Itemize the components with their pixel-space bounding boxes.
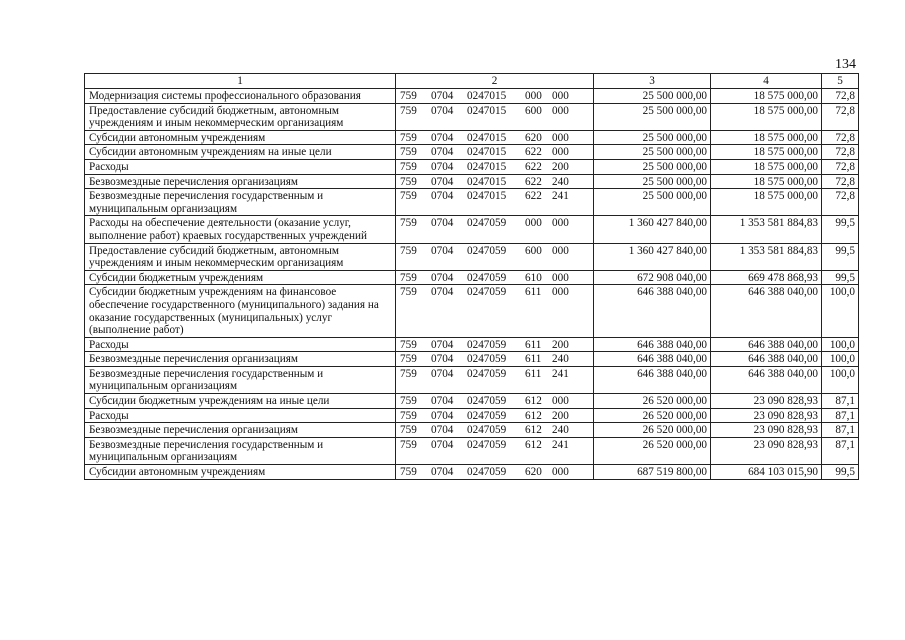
section-code: 0704	[431, 286, 454, 299]
ministry-code: 759	[400, 353, 417, 366]
kosgu-code: 000	[552, 90, 569, 102]
row-percent: 72,8	[822, 159, 859, 174]
target-article-code: 0247059	[467, 466, 507, 479]
expense-type-code: 000	[525, 217, 542, 230]
table-row	[85, 366, 859, 393]
section-code: 0704	[431, 466, 454, 479]
expense-type-code: 611	[525, 367, 542, 380]
row-codes	[396, 337, 594, 352]
table-row	[85, 423, 859, 438]
row-percent: 72,8	[822, 89, 859, 104]
kosgu-code: 000	[552, 146, 569, 159]
target-article-code: 0247059	[467, 217, 507, 230]
target-article-code: 0247015	[467, 131, 507, 144]
section-code: 0704	[431, 146, 454, 159]
target-article-code: 0247015	[467, 90, 507, 102]
expense-type-code: 611	[525, 338, 542, 351]
header-col-1: 1	[85, 74, 396, 89]
ministry-code: 759	[400, 131, 417, 144]
row-codes	[396, 243, 594, 270]
expense-type-code: 622	[525, 146, 542, 159]
kosgu-code: 241	[552, 438, 569, 451]
section-code: 0704	[431, 244, 454, 257]
section-code: 0704	[431, 338, 454, 351]
row-codes	[396, 130, 594, 145]
kosgu-code: 200	[552, 409, 569, 422]
expense-type-code: 611	[525, 353, 542, 366]
target-article-code: 0247059	[467, 438, 507, 451]
section-code: 0704	[431, 104, 454, 117]
row-name: Субсидии бюджетным учреждениям	[85, 270, 396, 285]
expense-type-code: 622	[525, 160, 542, 173]
row-plan-amount: 25 500 000,00	[594, 189, 711, 216]
ministry-code: 759	[400, 104, 417, 117]
table-row	[85, 465, 859, 480]
row-codes	[396, 408, 594, 423]
row-plan-amount: 25 500 000,00	[594, 130, 711, 145]
row-name: Безвозмездные перечисления государственным и муниципальным организациям	[85, 437, 396, 464]
row-fact-amount: 23 090 828,93	[711, 394, 822, 409]
row-name: Расходы на обеспечение деятельности (оказание услуг, выполнение работ) краевых государственных учреждений	[85, 216, 396, 243]
kosgu-code: 241	[552, 367, 569, 380]
ministry-code: 759	[400, 395, 417, 408]
row-codes	[396, 285, 594, 337]
row-codes	[396, 103, 594, 130]
row-percent: 87,1	[822, 437, 859, 464]
table-body	[85, 89, 859, 480]
row-fact-amount: 18 575 000,00	[711, 130, 822, 145]
row-percent: 72,8	[822, 174, 859, 189]
ministry-code: 759	[400, 338, 417, 351]
row-plan-amount: 1 360 427 840,00	[594, 216, 711, 243]
expense-type-code: 612	[525, 424, 542, 437]
ministry-code: 759	[400, 90, 417, 102]
row-plan-amount: 1 360 427 840,00	[594, 243, 711, 270]
table-row	[85, 189, 859, 216]
row-percent: 99,5	[822, 465, 859, 480]
row-fact-amount: 18 575 000,00	[711, 189, 822, 216]
section-code: 0704	[431, 190, 454, 203]
row-plan-amount: 25 500 000,00	[594, 174, 711, 189]
row-fact-amount: 669 478 868,93	[711, 270, 822, 285]
expense-type-code: 620	[525, 466, 542, 479]
row-codes	[396, 423, 594, 438]
kosgu-code: 200	[552, 338, 569, 351]
expense-type-code: 612	[525, 438, 542, 451]
section-code: 0704	[431, 409, 454, 422]
header-row	[85, 74, 859, 89]
row-fact-amount: 646 388 040,00	[711, 337, 822, 352]
row-name: Предоставление субсидий бюджетным, автономным учреждениям и иным некоммерческим организациям	[85, 243, 396, 270]
kosgu-code: 200	[552, 160, 569, 173]
row-percent: 99,5	[822, 270, 859, 285]
row-name: Безвозмездные перечисления организациям	[85, 174, 396, 189]
table-header	[85, 74, 859, 89]
expense-type-code: 612	[525, 409, 542, 422]
ministry-code: 759	[400, 367, 417, 380]
row-percent: 100,0	[822, 352, 859, 367]
row-percent: 72,8	[822, 103, 859, 130]
expense-type-code: 622	[525, 190, 542, 203]
table-row	[85, 89, 859, 104]
row-fact-amount: 18 575 000,00	[711, 145, 822, 160]
row-percent: 100,0	[822, 337, 859, 352]
target-article-code: 0247015	[467, 160, 507, 173]
section-code: 0704	[431, 395, 454, 408]
row-codes	[396, 174, 594, 189]
row-fact-amount: 23 090 828,93	[711, 408, 822, 423]
target-article-code: 0247015	[467, 175, 507, 188]
row-name: Субсидии автономным учреждениям	[85, 130, 396, 145]
ministry-code: 759	[400, 271, 417, 284]
row-plan-amount: 25 500 000,00	[594, 89, 711, 104]
row-name: Расходы	[85, 408, 396, 423]
target-article-code: 0247059	[467, 286, 507, 299]
target-article-code: 0247059	[467, 271, 507, 284]
kosgu-code: 000	[552, 271, 569, 284]
table-row	[85, 337, 859, 352]
target-article-code: 0247059	[467, 367, 507, 380]
target-article-code: 0247015	[467, 104, 507, 117]
row-plan-amount: 26 520 000,00	[594, 394, 711, 409]
table-row	[85, 243, 859, 270]
budget-table	[84, 73, 859, 480]
row-name: Безвозмездные перечисления государственным и муниципальным организациям	[85, 366, 396, 393]
kosgu-code: 240	[552, 424, 569, 437]
row-plan-amount: 646 388 040,00	[594, 366, 711, 393]
row-percent: 99,5	[822, 243, 859, 270]
expense-type-code: 620	[525, 131, 542, 144]
kosgu-code: 240	[552, 353, 569, 366]
target-article-code: 0247059	[467, 353, 507, 366]
row-codes	[396, 145, 594, 160]
kosgu-code: 000	[552, 395, 569, 408]
ministry-code: 759	[400, 190, 417, 203]
expense-type-code: 622	[525, 175, 542, 188]
row-codes	[396, 159, 594, 174]
section-code: 0704	[431, 424, 454, 437]
target-article-code: 0247059	[467, 395, 507, 408]
row-codes	[396, 189, 594, 216]
table-row	[85, 437, 859, 464]
row-codes	[396, 366, 594, 393]
table-row	[85, 216, 859, 243]
row-name: Расходы	[85, 337, 396, 352]
kosgu-code: 241	[552, 190, 569, 203]
kosgu-code: 000	[552, 104, 569, 117]
row-percent: 99,5	[822, 216, 859, 243]
row-plan-amount: 26 520 000,00	[594, 437, 711, 464]
row-fact-amount: 646 388 040,00	[711, 352, 822, 367]
section-code: 0704	[431, 90, 454, 102]
target-article-code: 0247059	[467, 244, 507, 257]
row-fact-amount: 1 353 581 884,83	[711, 243, 822, 270]
ministry-code: 759	[400, 146, 417, 159]
row-percent: 87,1	[822, 408, 859, 423]
table-row	[85, 145, 859, 160]
row-percent: 72,8	[822, 189, 859, 216]
section-code: 0704	[431, 160, 454, 173]
target-article-code: 0247059	[467, 338, 507, 351]
kosgu-code: 000	[552, 466, 569, 479]
ministry-code: 759	[400, 286, 417, 299]
section-code: 0704	[431, 353, 454, 366]
header-col-3: 3	[594, 74, 711, 89]
row-fact-amount: 1 353 581 884,83	[711, 216, 822, 243]
kosgu-code: 000	[552, 244, 569, 257]
row-plan-amount: 26 520 000,00	[594, 423, 711, 438]
row-codes	[396, 437, 594, 464]
expense-type-code: 610	[525, 271, 542, 284]
row-name: Безвозмездные перечисления государственным и муниципальным организациям	[85, 189, 396, 216]
row-fact-amount: 18 575 000,00	[711, 89, 822, 104]
table-row	[85, 130, 859, 145]
table-row	[85, 270, 859, 285]
section-code: 0704	[431, 271, 454, 284]
section-code: 0704	[431, 438, 454, 451]
target-article-code: 0247059	[467, 409, 507, 422]
row-plan-amount: 25 500 000,00	[594, 145, 711, 160]
header-col-4: 4	[711, 74, 822, 89]
target-article-code: 0247015	[467, 146, 507, 159]
ministry-code: 759	[400, 217, 417, 230]
row-codes	[396, 89, 594, 104]
table-row	[85, 352, 859, 367]
ministry-code: 759	[400, 438, 417, 451]
kosgu-code: 000	[552, 217, 569, 230]
table-row	[85, 285, 859, 337]
page-number: 134	[835, 57, 856, 72]
ministry-code: 759	[400, 466, 417, 479]
row-fact-amount: 18 575 000,00	[711, 159, 822, 174]
table-row	[85, 408, 859, 423]
row-codes	[396, 465, 594, 480]
row-codes	[396, 270, 594, 285]
expense-type-code: 611	[525, 286, 542, 299]
section-code: 0704	[431, 175, 454, 188]
row-name: Предоставление субсидий бюджетным, автономным учреждениям и иным некоммерческим организациям	[85, 103, 396, 130]
row-plan-amount: 646 388 040,00	[594, 337, 711, 352]
target-article-code: 0247059	[467, 424, 507, 437]
table-row	[85, 159, 859, 174]
row-plan-amount: 25 500 000,00	[594, 103, 711, 130]
kosgu-code: 000	[552, 286, 569, 299]
section-code: 0704	[431, 367, 454, 380]
kosgu-code: 000	[552, 131, 569, 144]
ministry-code: 759	[400, 175, 417, 188]
row-plan-amount: 26 520 000,00	[594, 408, 711, 423]
row-fact-amount: 18 575 000,00	[711, 174, 822, 189]
ministry-code: 759	[400, 424, 417, 437]
section-code: 0704	[431, 217, 454, 230]
expense-type-code: 600	[525, 244, 542, 257]
row-name: Субсидии автономным учреждениям	[85, 465, 396, 480]
table-row	[85, 103, 859, 130]
row-fact-amount: 646 388 040,00	[711, 285, 822, 337]
row-plan-amount: 646 388 040,00	[594, 285, 711, 337]
row-fact-amount: 646 388 040,00	[711, 366, 822, 393]
row-plan-amount: 25 500 000,00	[594, 159, 711, 174]
expense-type-code: 600	[525, 104, 542, 117]
row-name: Безвозмездные перечисления организациям	[85, 423, 396, 438]
row-codes	[396, 352, 594, 367]
row-percent: 87,1	[822, 394, 859, 409]
row-codes	[396, 394, 594, 409]
row-fact-amount: 18 575 000,00	[711, 103, 822, 130]
table-row	[85, 394, 859, 409]
header-col-5: 5	[822, 74, 859, 89]
section-code: 0704	[431, 131, 454, 144]
row-fact-amount: 23 090 828,93	[711, 437, 822, 464]
row-name: Субсидии автономным учреждениям на иные цели	[85, 145, 396, 160]
expense-type-code: 000	[525, 90, 542, 102]
row-name: Расходы	[85, 159, 396, 174]
row-fact-amount: 23 090 828,93	[711, 423, 822, 438]
table-row	[85, 174, 859, 189]
header-col-2: 2	[396, 74, 594, 89]
row-plan-amount: 687 519 800,00	[594, 465, 711, 480]
row-percent: 100,0	[822, 285, 859, 337]
row-codes	[396, 216, 594, 243]
row-name: Субсидии бюджетным учреждениям на финансовое обеспечение государственного (муниципального) задания на оказание государственных (муниципальных) услуг (выполнение работ)	[85, 285, 396, 337]
ministry-code: 759	[400, 409, 417, 422]
row-plan-amount: 646 388 040,00	[594, 352, 711, 367]
row-percent: 72,8	[822, 130, 859, 145]
row-name: Модернизация системы профессионального образования	[85, 89, 396, 104]
row-percent: 100,0	[822, 366, 859, 393]
row-percent: 87,1	[822, 423, 859, 438]
target-article-code: 0247015	[467, 190, 507, 203]
row-name: Субсидии бюджетным учреждениям на иные цели	[85, 394, 396, 409]
kosgu-code: 240	[552, 175, 569, 188]
row-fact-amount: 684 103 015,90	[711, 465, 822, 480]
row-name: Безвозмездные перечисления организациям	[85, 352, 396, 367]
row-plan-amount: 672 908 040,00	[594, 270, 711, 285]
expense-type-code: 612	[525, 395, 542, 408]
ministry-code: 759	[400, 160, 417, 173]
row-percent: 72,8	[822, 145, 859, 160]
ministry-code: 759	[400, 244, 417, 257]
